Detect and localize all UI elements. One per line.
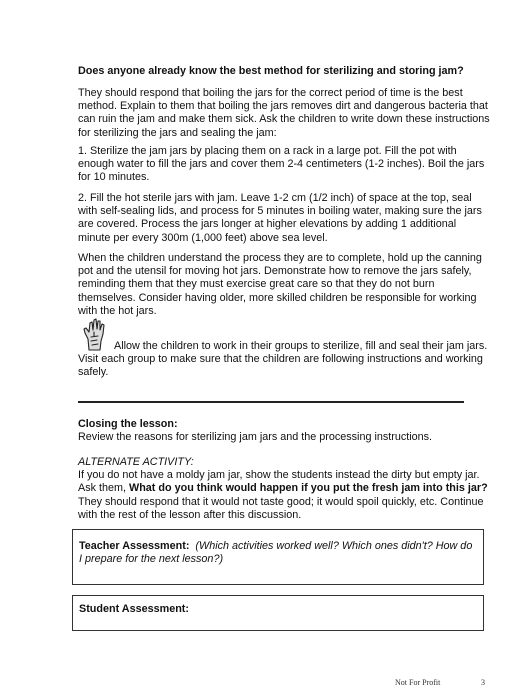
section-divider [78,401,464,403]
intro-text: They should respond that boiling the jars for the correct period of time is the best method. Explain to them that boiling the jars removes dirt and dangerous bacteria that can ruin the jam and make them sick. Ask the children to write down these instructions for sterilizing the jars and sealing the jam: [78,87,490,139]
alternate-text-3: They should respond that it would not taste good; it would spoil quickly, etc. Continue with the rest of the lesson after this discussion. [78,495,484,521]
teacher-assessment-prompt: (Which activities worked well? Which ones didn't? How do I prepare for the next lesson?) [79,540,473,566]
question-block [78,65,490,78]
alternate-ask: Ask them, [78,482,130,495]
closing-text: Review the reasons for sterilizing jam jars and the processing instructions. [78,431,433,444]
demonstration-text: When the children understand the process they are to complete, hold up the canning pot and the utensil for moving hot jars. Demonstrate how to remove the jars safely, reminding them that they must exercise great care so that they do not burn themselves. Consider having older, more skilled children be responsible for working with the hot jars. [78,252,482,317]
alternate-activity-section [78,456,490,522]
intro-paragraph [78,87,490,140]
alternate-question: What do you think would happen if you put the fresh jam into this jar? [129,482,488,495]
question-heading: Does anyone already know the best method for sterilizing and storing jam? [78,65,464,77]
demonstration-paragraph [78,252,490,318]
student-assessment-box [72,595,484,631]
teacher-assessment-box [72,529,484,585]
teacher-assessment-text [79,540,477,566]
page-number: 3 [481,678,485,687]
footer-text: Not For Profit [395,678,441,687]
student-assessment-label: Student Assessment: [79,603,189,615]
alternate-text-2 [78,482,490,495]
teacher-assessment-label: Teacher Assessment: [79,540,190,552]
step-2 [78,192,490,245]
group-work-paragraph [78,340,490,380]
closing-heading: Closing the lesson: [78,418,178,430]
alternate-text-1: If you do not have a moldy jam jar, show the students instead the dirty but empty jar. [78,469,480,482]
step-2-text: 2. Fill the hot sterile jars with jam. Leave 1-2 cm (1/2 inch) of space at the top, seal with self-sealing lids, and process for 5 minutes in boiling water, making sure the jars are covered. Process the jars longer at higher elevations by adding 1 additional minute per every 300m (1,000 feet) above sea level. [78,192,482,244]
page-footer [395,678,495,687]
group-work-line-2: Visit each group to make sure that the children are following instructions and working safely. [78,353,483,379]
step-1 [78,145,490,185]
step-1-text: 1. Sterilize the jam jars by placing them on a rack in a large pot. Fill the pot with enough water to fill the jars and cover them 2-4 centimeters (1-2 inches). Boil the jars for 10 minutes. [78,145,485,184]
alternate-heading: ALTERNATE ACTIVITY: [78,456,194,468]
closing-section [78,418,490,444]
group-work-line-1: Allow the children to work in their groups to sterilize, fill and seal their jam jars. [114,340,488,352]
